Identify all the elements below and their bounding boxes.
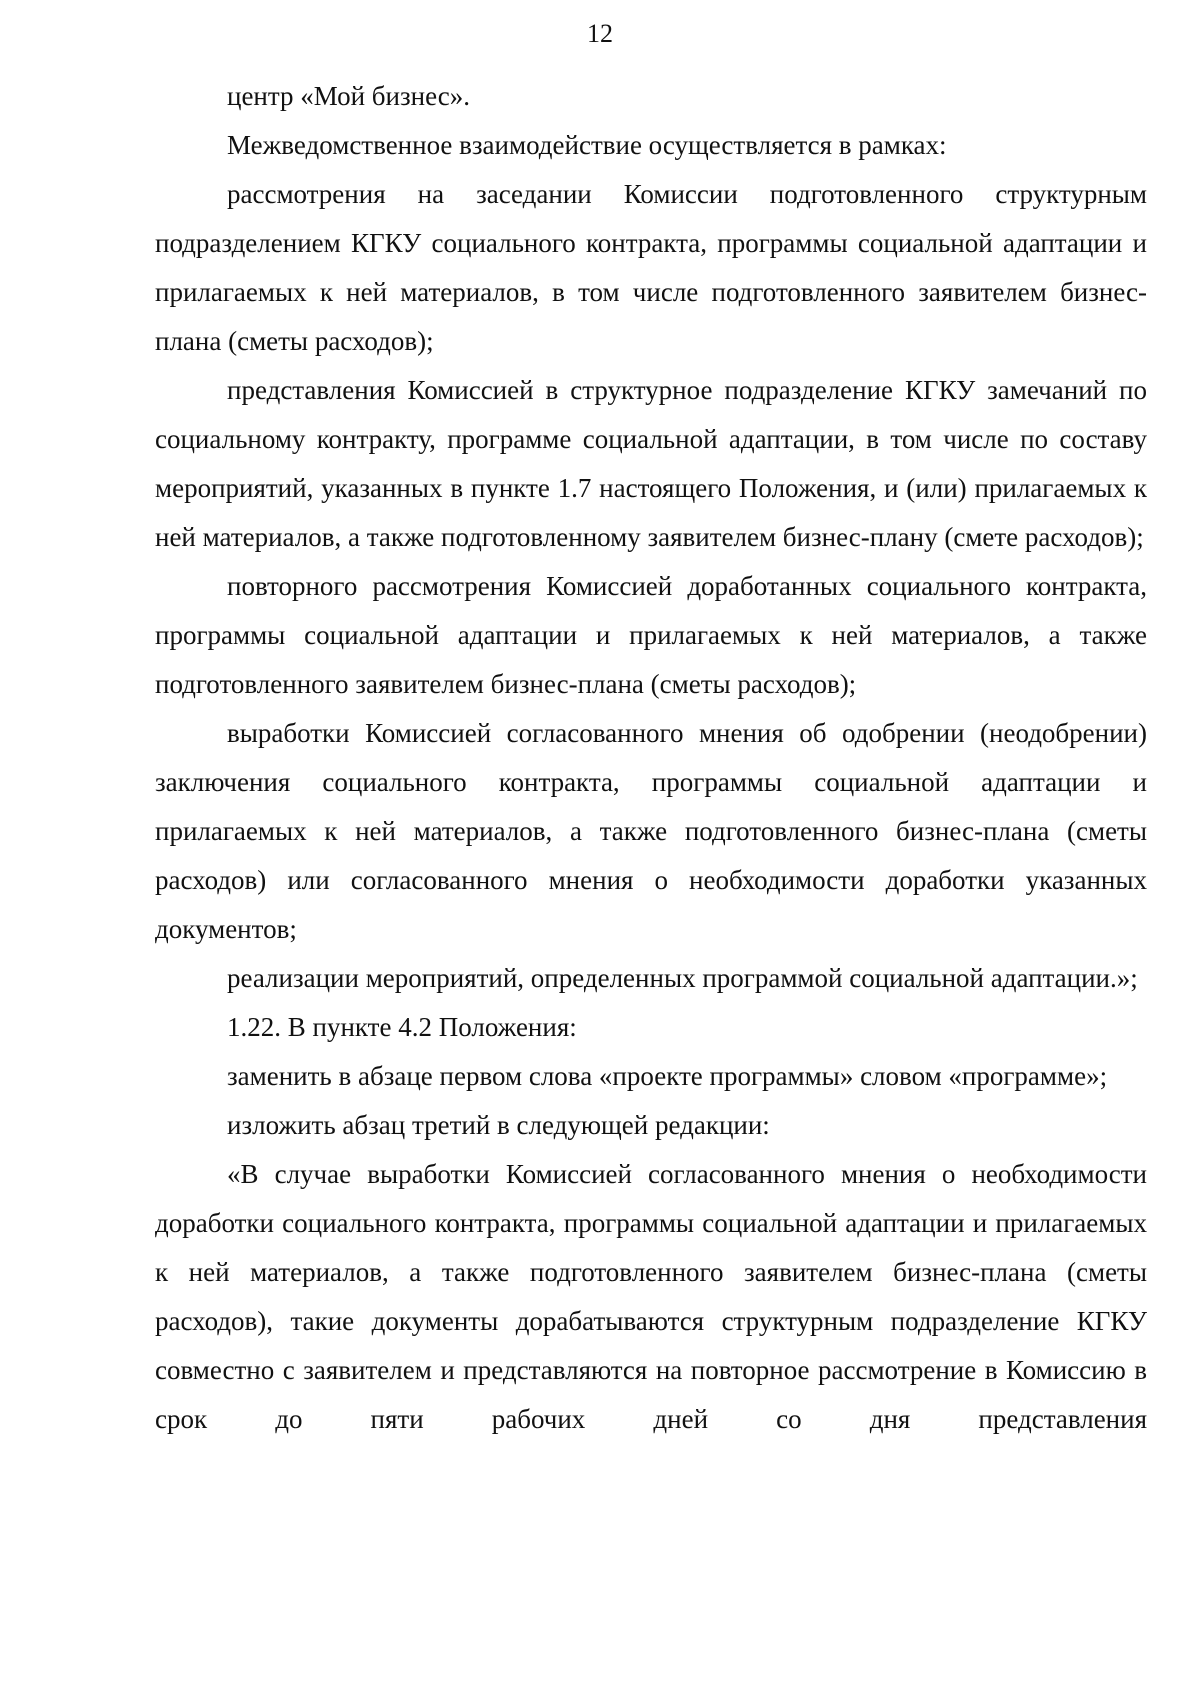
paragraph: 1.22. В пункте 4.2 Положения: (227, 1012, 577, 1042)
paragraph: «В случае выработки Комиссией согласованного мнения о необходимости доработки социального контракта, программы социальной адаптации и прилагаемых к ней материалов, а также подготовленного заявителем бизнес-плана (сметы расходов), такие документы дорабатываются структурным подразделение КГКУ совместно с заявителем и представляются на повторное рассмотрение в Комиссию в срок до пяти рабочих дней со дня представления (155, 1159, 1147, 1434)
paragraph: Межведомственное взаимодействие осуществляется в рамках: (227, 130, 947, 160)
paragraph: заменить в абзаце первом слова «проекте программы» словом «программе»; (227, 1061, 1108, 1091)
paragraph: реализации мероприятий, определенных программой социальной адаптации.»; (227, 963, 1138, 993)
paragraph: рассмотрения на заседании Комиссии подготовленного структурным подразделением КГКУ социального контракта, программы социальной адаптации и прилагаемых к ней материалов, в том числе подготовленного заявителем бизнес-плана (сметы расходов); (155, 179, 1147, 356)
page-number: 12 (587, 19, 613, 48)
paragraph: повторного рассмотрения Комиссией доработанных социального контракта, программы социальной адаптации и прилагаемых к ней материалов, а также подготовленного заявителем бизнес-плана (сметы расходов); (155, 571, 1147, 699)
paragraph: изложить абзац третий в следующей редакции: (227, 1110, 770, 1140)
paragraph: центр «Мой бизнес». (227, 81, 470, 111)
paragraph: представления Комиссией в структурное подразделение КГКУ замечаний по социальному контракту, программе социальной адаптации, в том числе по составу мероприятий, указанных в пункте 1.7 настоящего Положения, и (или) прилагаемых к ней материалов, а также подготовленному заявителем бизнес-плану (смете расходов); (155, 375, 1147, 552)
document-body (155, 72, 1147, 1444)
paragraph: выработки Комиссией согласованного мнения об одобрении (неодобрении) заключения социального контракта, программы социальной адаптации и прилагаемых к ней материалов, а также подготовленного бизнес-плана (сметы расходов) или согласованного мнения о необходимости доработки указанных документов; (155, 718, 1147, 944)
